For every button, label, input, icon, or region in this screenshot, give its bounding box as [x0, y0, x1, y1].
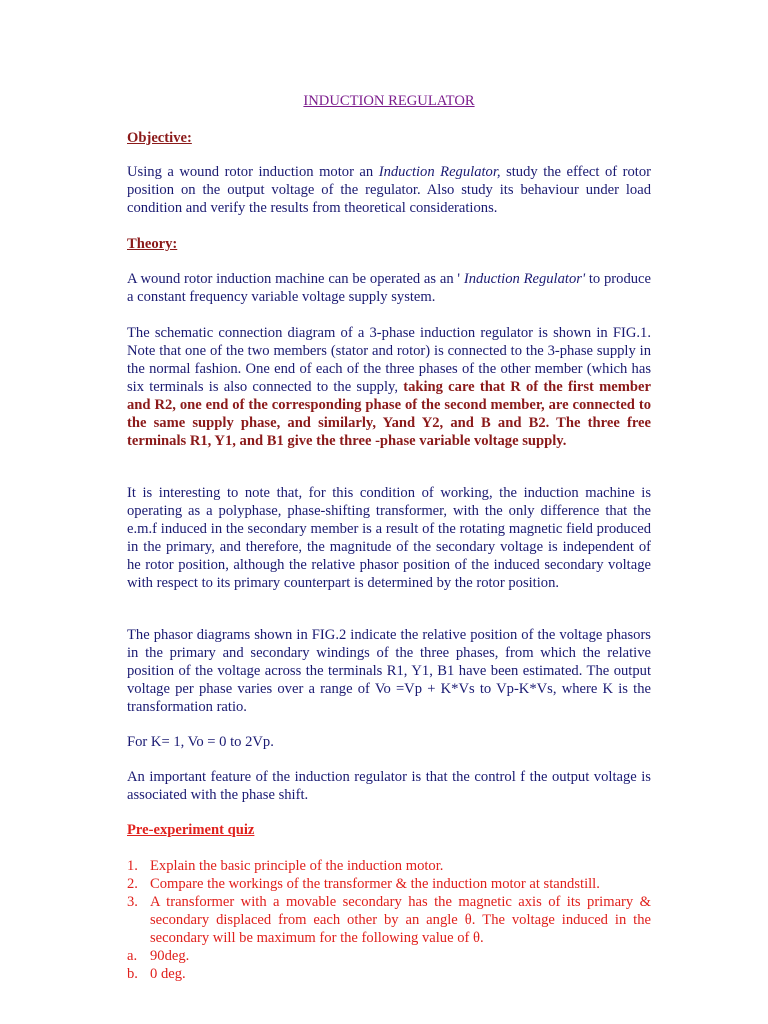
theory-paragraph-3	[127, 484, 651, 592]
theory-heading: Theory:	[127, 236, 178, 252]
quiz-item	[127, 875, 651, 893]
quiz-option-letter: b.	[127, 966, 138, 982]
objective-text-1: Using a wound rotor induction motor an	[127, 164, 379, 180]
quiz-item-text: Explain the basic principle of the induction motor.	[150, 858, 444, 874]
theory-p6-text: An important feature of the induction regulator is that the control f the output voltage is associated with the phase shift.	[127, 769, 651, 803]
theory-p1-text-1: A wound rotor induction machine can be operated as an '	[127, 271, 464, 287]
theory-p3-text: It is interesting to note that, for this condition of working, the induction machine is operating as a polyphase, phase-shifting transformer, with the only difference that the e.m.f induced in the secondary member is a result of the rotating magnetic field produced in the primary, and therefore, the magnitude of the secondary voltage is independent of he rotor position, although the relative phasor position of the induced secondary voltage with respect to its primary counterpart is determined by the rotor position.	[127, 485, 651, 591]
quiz-option-text: 0 deg.	[150, 966, 186, 982]
theory-paragraph-4	[127, 626, 651, 716]
theory-p5-text: For K= 1, Vo = 0 to 2Vp.	[127, 734, 274, 750]
objective-paragraph	[127, 163, 651, 217]
theory-paragraph-5	[127, 733, 651, 751]
quiz-list	[127, 857, 651, 983]
theory-p1-em: Induction Regulator'	[463, 271, 586, 287]
objective-text-em: Induction Regulator,	[378, 164, 501, 180]
quiz-option-text: 90deg.	[150, 948, 190, 964]
theory-p2-normal: The schematic connection diagram of a 3-phase induction regulator is shown in FIG.1. Note that one of the two members (stator and rotor) is connected to the 3-phase supply in the normal fashion. One end of each of the three phases of the other member (which has six terminals is also connected to the supply,	[127, 325, 651, 395]
quiz-option	[127, 965, 651, 983]
theory-paragraph-2	[127, 324, 651, 450]
quiz-item-number: 2.	[127, 876, 138, 892]
theory-p2-bold: taking care that R of the first member and R2, one end of the corresponding phase of the second member, are connected to the same supply phase, and similarly, Yand Y2, and B and B2. The three free terminals R1, Y1, and B1 give the three -phase variable voltage supply.	[127, 379, 651, 449]
theory-paragraph-6	[127, 768, 651, 804]
theory-p1-text-2: to produce a constant frequency variable voltage supply system.	[127, 271, 652, 305]
quiz-item	[127, 893, 651, 947]
quiz-item	[127, 857, 651, 875]
quiz-item-number: 3.	[127, 894, 138, 910]
quiz-item-text: A transformer with a movable secondary has the magnetic axis of its primary & secondary displaced from each other by an angle θ. The voltage induced in the secondary will be maximum for the following value of θ.	[150, 894, 651, 946]
page-title: INDUCTION REGULATOR	[303, 93, 475, 109]
quiz-heading: Pre-experiment quiz	[127, 822, 255, 838]
objective-heading: Objective:	[127, 130, 192, 146]
quiz-item-text: Compare the workings of the transformer & the induction motor at standstill.	[150, 876, 600, 892]
quiz-option-letter: a.	[127, 948, 138, 964]
theory-p4-text: The phasor diagrams shown in FIG.2 indicate the relative position of the voltage phasors in the primary and secondary windings of the three phases, from which the relative position of the voltage across the terminals R1, Y1, B1 have been estimated. The output voltage per phase varies over a range of Vo =Vp + K*Vs to Vp-K*Vs, where K is the transformation ratio.	[127, 627, 651, 715]
quiz-option	[127, 947, 651, 965]
objective-text-2: study the effect of rotor position on the output voltage of the regulator. Also study its behaviour under load condition and verify the results from theoretical considerations.	[127, 164, 651, 216]
theory-paragraph-1	[127, 270, 651, 306]
quiz-item-number: 1.	[127, 858, 138, 874]
